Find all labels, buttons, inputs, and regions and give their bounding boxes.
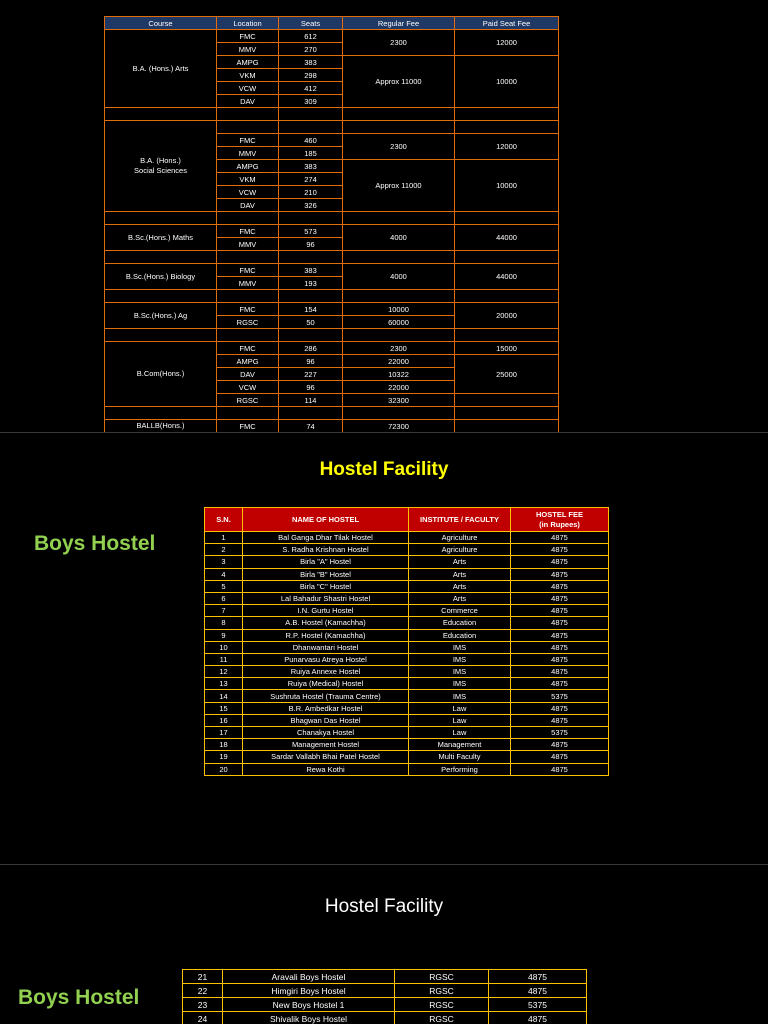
sn-cell: 16 xyxy=(205,714,243,726)
location-cell: DAV xyxy=(217,199,279,212)
fee-cell: 4875 xyxy=(511,556,609,568)
hostel-name-cell: Himgiri Boys Hostel xyxy=(223,984,395,998)
seats-cell: 96 xyxy=(279,381,343,394)
boys-hostel-title: Boys Hostel xyxy=(18,986,140,1009)
seats-cell: 74 xyxy=(279,420,343,433)
seats-cell: 383 xyxy=(279,264,343,277)
faculty-cell: Performing xyxy=(409,763,511,775)
sn-cell: 10 xyxy=(205,641,243,653)
hostel-name-cell: Birla "A" Hostel xyxy=(243,556,409,568)
faculty-cell: IMS xyxy=(409,690,511,702)
sn-cell: 15 xyxy=(205,702,243,714)
hostel-name-cell: New Boys Hostel 1 xyxy=(223,998,395,1012)
table-row xyxy=(105,342,559,355)
paid-fee-cell: 12000 xyxy=(455,134,559,160)
paid-fee-cell: 44000 xyxy=(455,264,559,290)
faculty-cell: RGSC xyxy=(395,984,489,998)
location-cell: FMC xyxy=(217,420,279,433)
sn-cell: 12 xyxy=(205,666,243,678)
spacer-row xyxy=(105,329,559,342)
hostel-name-cell: Ruiya Annexe Hostel xyxy=(243,666,409,678)
sn-cell: 22 xyxy=(183,984,223,998)
seats-cell: 114 xyxy=(279,394,343,407)
location-cell: DAV xyxy=(217,368,279,381)
spacer-row xyxy=(105,290,559,303)
seats-cell: 326 xyxy=(279,199,343,212)
hostel-name-cell: Lal Bahadur Shastri Hostel xyxy=(243,592,409,604)
fee-cell: 4875 xyxy=(511,666,609,678)
paid-fee-cell xyxy=(455,121,559,134)
hostel-name-cell: Management Hostel xyxy=(243,739,409,751)
seats-cell: 185 xyxy=(279,147,343,160)
sn-cell: 24 xyxy=(183,1012,223,1024)
regular-fee-cell: 10000 xyxy=(343,303,455,316)
table-row xyxy=(183,970,587,984)
regular-fee-cell: 2300 xyxy=(343,30,455,56)
fee-cell: 5375 xyxy=(489,998,587,1012)
fee-cell: 4875 xyxy=(511,653,609,665)
slide3-title: Hostel Facility xyxy=(324,896,444,917)
location-cell: VKM xyxy=(217,173,279,186)
sn-cell: 5 xyxy=(205,580,243,592)
faculty-cell: Management xyxy=(409,739,511,751)
table-row xyxy=(105,303,559,316)
regular-fee-cell: 10322 xyxy=(343,368,455,381)
fee-cell: 4875 xyxy=(511,714,609,726)
faculty-cell: IMS xyxy=(409,678,511,690)
course-bsc-maths: B.Sc.(Hons.) Maths xyxy=(105,225,217,251)
location-cell: MMV xyxy=(217,147,279,160)
location-cell: RGSC xyxy=(217,394,279,407)
sn-cell: 13 xyxy=(205,678,243,690)
faculty-cell: Law xyxy=(409,702,511,714)
hostel-name-cell: I.N. Gurtu Hostel xyxy=(243,605,409,617)
table-row xyxy=(205,653,609,665)
faculty-cell: Arts xyxy=(409,556,511,568)
sn-cell: 6 xyxy=(205,592,243,604)
seats-cell: 154 xyxy=(279,303,343,316)
table-row xyxy=(205,568,609,580)
location-cell: MMV xyxy=(217,277,279,290)
regular-fee-cell: 22000 xyxy=(343,381,455,394)
spacer-row xyxy=(105,108,559,121)
fee-cell: 5375 xyxy=(511,727,609,739)
paid-fee-cell xyxy=(455,420,559,433)
seats-cell: 309 xyxy=(279,95,343,108)
sn-cell: 8 xyxy=(205,617,243,629)
table-row xyxy=(205,556,609,568)
fee-cell: 4875 xyxy=(511,592,609,604)
table-row xyxy=(205,678,609,690)
header-seats: Seats xyxy=(279,17,343,30)
seats-cell: 383 xyxy=(279,160,343,173)
location-cell: AMPG xyxy=(217,160,279,173)
sn-cell: 23 xyxy=(183,998,223,1012)
hostel-name-cell: Rewa Kothi xyxy=(243,763,409,775)
sn-cell: 18 xyxy=(205,739,243,751)
seats-cell: 412 xyxy=(279,82,343,95)
table-row xyxy=(205,666,609,678)
hostel-name-cell: Aravali Boys Hostel xyxy=(223,970,395,984)
faculty-cell: Agriculture xyxy=(409,532,511,544)
fee-cell: 4875 xyxy=(511,544,609,556)
seats-cell: 96 xyxy=(279,238,343,251)
paid-fee-cell: 10000 xyxy=(455,56,559,108)
regular-fee-cell: 2300 xyxy=(343,342,455,355)
table-row xyxy=(205,690,609,702)
seats-cell: 612 xyxy=(279,30,343,43)
header-regular-fee: Regular Fee xyxy=(343,17,455,30)
table-row xyxy=(205,702,609,714)
faculty-cell: Education xyxy=(409,629,511,641)
table-row xyxy=(183,1012,587,1024)
fee-cell: 4875 xyxy=(511,678,609,690)
location-cell: FMC xyxy=(217,225,279,238)
sn-cell: 1 xyxy=(205,532,243,544)
course-ba-arts: B.A. (Hons.) Arts xyxy=(105,30,217,108)
table-row xyxy=(105,420,559,433)
faculty-cell: Law xyxy=(409,727,511,739)
seats-cell: 96 xyxy=(279,355,343,368)
location-cell: MMV xyxy=(217,43,279,56)
faculty-cell: IMS xyxy=(409,666,511,678)
hostel-name-cell: Birla "C" Hostel xyxy=(243,580,409,592)
fee-cell: 4875 xyxy=(511,605,609,617)
fee-cell: 4875 xyxy=(511,532,609,544)
faculty-cell: Law xyxy=(409,714,511,726)
table-row xyxy=(105,121,559,134)
regular-fee-cell: 4000 xyxy=(343,225,455,251)
course-bcom: B.Com(Hons.) xyxy=(105,342,217,407)
fee-cell: 4875 xyxy=(511,763,609,775)
seats-cell: 50 xyxy=(279,316,343,329)
course-fee-table xyxy=(104,16,559,433)
seats-cell: 270 xyxy=(279,43,343,56)
regular-fee-cell: Approx 11000 xyxy=(343,160,455,212)
sn-cell: 11 xyxy=(205,653,243,665)
faculty-cell: RGSC xyxy=(395,998,489,1012)
spacer-row xyxy=(105,212,559,225)
sn-cell: 20 xyxy=(205,763,243,775)
sn-cell: 3 xyxy=(205,556,243,568)
sn-cell: 9 xyxy=(205,629,243,641)
faculty-cell: IMS xyxy=(409,641,511,653)
faculty-cell: IMS xyxy=(409,653,511,665)
location-cell: FMC xyxy=(217,30,279,43)
course-bsc-ag: B.Sc.(Hons.) Ag xyxy=(105,303,217,329)
seats-cell: 193 xyxy=(279,277,343,290)
paid-fee-cell: 44000 xyxy=(455,225,559,251)
table-row xyxy=(183,998,587,1012)
hostel-name-cell: Punarvasu Atreya Hostel xyxy=(243,653,409,665)
fee-table-header-row xyxy=(105,17,559,30)
slide-divider xyxy=(0,864,768,865)
hostel-name-cell: Dhanwantari Hostel xyxy=(243,641,409,653)
location-cell: AMPG xyxy=(217,56,279,69)
hostel-name-cell: Ruiya (Medical) Hostel xyxy=(243,678,409,690)
table-row xyxy=(205,714,609,726)
fee-cell: 4875 xyxy=(489,970,587,984)
spacer-row xyxy=(105,251,559,264)
paid-fee-cell: 10000 xyxy=(455,160,559,212)
faculty-cell: Arts xyxy=(409,592,511,604)
location-cell: VCW xyxy=(217,381,279,394)
course-fee-slide xyxy=(0,0,768,432)
course-line: Social Sciences xyxy=(134,166,187,175)
hostel-name-cell: Sardar Vallabh Bhai Patel Hostel xyxy=(243,751,409,763)
faculty-cell: Arts xyxy=(409,580,511,592)
fee-cell: 4875 xyxy=(489,984,587,998)
fee-cell: 5375 xyxy=(511,690,609,702)
paid-fee-cell: 25000 xyxy=(455,355,559,394)
hostel-name-cell: Shivalik Boys Hostel xyxy=(223,1012,395,1024)
course-bsc-biology: B.Sc.(Hons.) Biology xyxy=(105,264,217,290)
faculty-cell: Agriculture xyxy=(409,544,511,556)
hostel-table xyxy=(204,507,609,776)
paid-fee-cell xyxy=(455,394,559,407)
sn-cell: 7 xyxy=(205,605,243,617)
regular-fee-cell: 72300 xyxy=(343,420,455,433)
table-row xyxy=(105,264,559,277)
fee-cell: 4875 xyxy=(511,617,609,629)
paid-fee-cell: 15000 xyxy=(455,342,559,355)
seats-cell xyxy=(279,121,343,134)
fee-cell: 4875 xyxy=(511,702,609,714)
location-cell: FMC xyxy=(217,264,279,277)
sn-cell: 4 xyxy=(205,568,243,580)
regular-fee-cell xyxy=(343,121,455,134)
hostel-name-cell: R.P. Hostel (Kamachha) xyxy=(243,629,409,641)
seats-cell: 210 xyxy=(279,186,343,199)
location-cell: FMC xyxy=(217,134,279,147)
paid-fee-cell: 12000 xyxy=(455,30,559,56)
header-hostel-fee xyxy=(511,508,609,532)
faculty-cell: RGSC xyxy=(395,1012,489,1024)
location-cell: MMV xyxy=(217,238,279,251)
location-cell: VCW xyxy=(217,186,279,199)
hostel-name-cell: Chanakya Hostel xyxy=(243,727,409,739)
header-sn: S.N. xyxy=(205,508,243,532)
fee-cell: 4875 xyxy=(511,568,609,580)
table-row xyxy=(183,984,587,998)
regular-fee-cell: 4000 xyxy=(343,264,455,290)
hostel-name-cell: Sushruta Hostel (Trauma Centre) xyxy=(243,690,409,702)
seats-cell: 460 xyxy=(279,134,343,147)
faculty-cell: Arts xyxy=(409,568,511,580)
seats-cell: 227 xyxy=(279,368,343,381)
table-row xyxy=(205,544,609,556)
header-fee-line: (in Rupees) xyxy=(539,519,580,529)
table-row xyxy=(105,30,559,43)
table-row xyxy=(205,629,609,641)
location-cell: DAV xyxy=(217,95,279,108)
location-cell: FMC xyxy=(217,342,279,355)
seats-cell: 274 xyxy=(279,173,343,186)
seats-cell: 383 xyxy=(279,56,343,69)
regular-fee-cell: 32300 xyxy=(343,394,455,407)
regular-fee-cell: Approx 11000 xyxy=(343,56,455,108)
hostel-name-cell: A.B. Hostel (Kamachha) xyxy=(243,617,409,629)
hostel-table-continued xyxy=(182,969,587,1024)
fee-cell: 4875 xyxy=(511,751,609,763)
location-cell xyxy=(217,121,279,134)
hostel-name-cell: Birla "B" Hostel xyxy=(243,568,409,580)
fee-cell: 4875 xyxy=(511,629,609,641)
faculty-cell: Commerce xyxy=(409,605,511,617)
location-cell: FMC xyxy=(217,303,279,316)
sn-cell: 19 xyxy=(205,751,243,763)
fee-cell: 4875 xyxy=(511,739,609,751)
sn-cell: 2 xyxy=(205,544,243,556)
table-row xyxy=(205,739,609,751)
seats-cell: 298 xyxy=(279,69,343,82)
header-location: Location xyxy=(217,17,279,30)
table-row xyxy=(205,605,609,617)
faculty-cell: RGSC xyxy=(395,970,489,984)
hostel-header-row xyxy=(205,508,609,532)
hostel-name-cell: S. Radha Krishnan Hostel xyxy=(243,544,409,556)
fee-cell: 4875 xyxy=(511,580,609,592)
boys-hostel-title: Boys Hostel xyxy=(34,532,156,555)
hostel-name-cell: B.R. Ambedkar Hostel xyxy=(243,702,409,714)
faculty-cell: Education xyxy=(409,617,511,629)
faculty-cell: Multi Faculty xyxy=(409,751,511,763)
location-cell: VKM xyxy=(217,69,279,82)
table-row xyxy=(105,225,559,238)
table-row xyxy=(205,727,609,739)
sn-cell: 14 xyxy=(205,690,243,702)
paid-fee-cell: 20000 xyxy=(455,303,559,329)
fee-cell: 4875 xyxy=(511,641,609,653)
table-row xyxy=(205,641,609,653)
location-cell: VCW xyxy=(217,82,279,95)
header-paid-seat-fee: Paid Seat Fee xyxy=(455,17,559,30)
header-institute: INSTITUTE / FACULTY xyxy=(409,508,511,532)
hostel-name-cell: Bal Ganga Dhar Tilak Hostel xyxy=(243,532,409,544)
location-cell: AMPG xyxy=(217,355,279,368)
spacer-row xyxy=(105,407,559,420)
header-hostel-name: NAME OF HOSTEL xyxy=(243,508,409,532)
table-row xyxy=(205,617,609,629)
slide2-title: Hostel Facility xyxy=(319,459,449,480)
sn-cell: 17 xyxy=(205,727,243,739)
slide-divider xyxy=(0,432,768,433)
table-row xyxy=(205,592,609,604)
table-row xyxy=(205,751,609,763)
header-fee-line: HOSTEL FEE xyxy=(536,509,583,519)
location-cell: RGSC xyxy=(217,316,279,329)
table-row xyxy=(205,532,609,544)
table-row xyxy=(205,763,609,775)
header-course: Course xyxy=(105,17,217,30)
regular-fee-cell: 2300 xyxy=(343,134,455,160)
sn-cell: 21 xyxy=(183,970,223,984)
table-row xyxy=(205,580,609,592)
hostel-name-cell: Bhagwan Das Hostel xyxy=(243,714,409,726)
fee-cell: 4875 xyxy=(489,1012,587,1024)
course-ba-social-sciences xyxy=(105,121,217,212)
regular-fee-cell: 22000 xyxy=(343,355,455,368)
regular-fee-cell: 60000 xyxy=(343,316,455,329)
course-line: B.A. (Hons.) xyxy=(140,156,181,165)
seats-cell: 573 xyxy=(279,225,343,238)
seats-cell: 286 xyxy=(279,342,343,355)
course-ballb: BALLB(Hons.) xyxy=(105,420,217,433)
